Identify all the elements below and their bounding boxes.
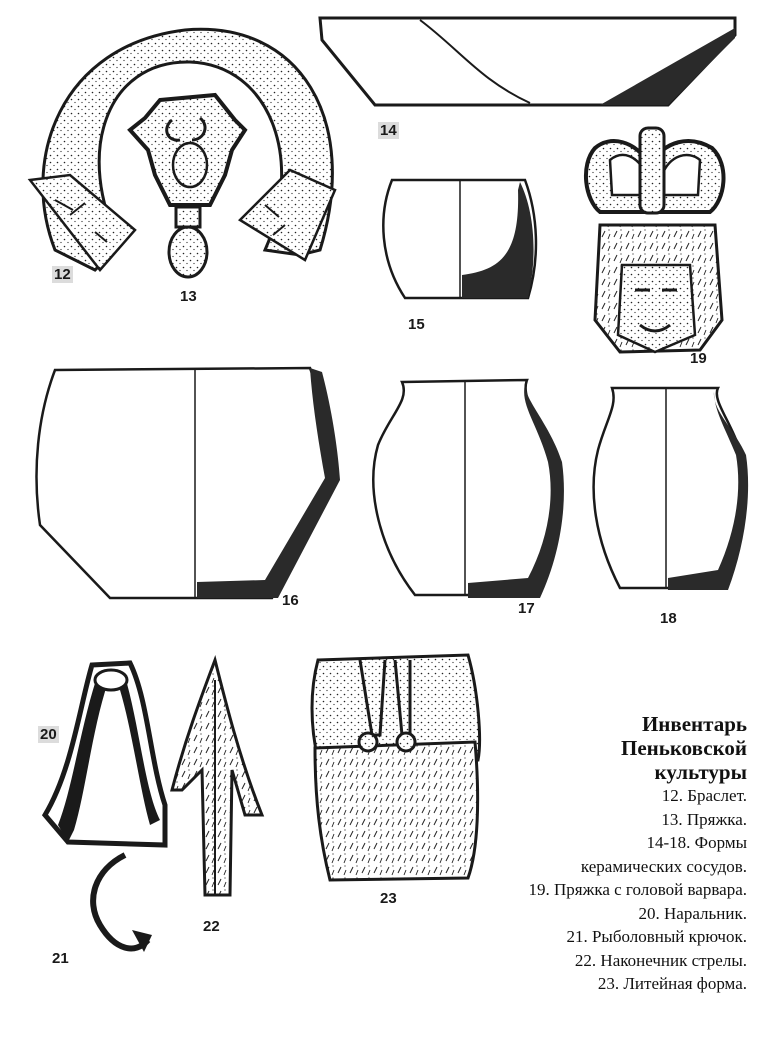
- pot-17-drawing: [373, 380, 564, 598]
- figure-number-15: 15: [408, 316, 425, 333]
- caption-line: 22. Наконечник стрелы.: [574, 950, 747, 970]
- figure-number-20: 20: [40, 726, 57, 743]
- figure-number-19: 19: [690, 350, 707, 367]
- caption-title-line-1: Инвентарь: [641, 712, 747, 736]
- caption-line: 21. Рыболовный крючок.: [566, 927, 747, 946]
- caption-line: 14-18. Формы: [646, 833, 747, 852]
- plate-caption: [427, 712, 747, 996]
- pot-15-drawing: [383, 180, 536, 298]
- caption-title-line-3: культуры: [654, 760, 747, 784]
- caption-line: 12. Браслет.: [661, 786, 747, 805]
- pot-18-drawing: [594, 388, 749, 590]
- dish-drawing: [320, 18, 735, 105]
- caption-line: 20. Наральник.: [638, 903, 747, 923]
- caption-line: 19. Пряжка с головой варвара.: [528, 880, 747, 899]
- fishing-hook-drawing: [93, 855, 152, 952]
- caption-line: 23. Литейная форма.: [597, 974, 747, 993]
- caption-title-line-2: Пеньковской: [621, 736, 747, 760]
- figure-number-21: 21: [52, 950, 69, 967]
- figure-number-23: 23: [380, 890, 397, 907]
- buckle-drawing: [130, 95, 245, 277]
- caption-line: 13. Пряжка.: [661, 809, 747, 829]
- barbarian-buckle-drawing: [586, 128, 724, 352]
- figure-number-22: 22: [203, 918, 220, 935]
- caption-line: керамических сосудов.: [580, 856, 747, 876]
- figure-number-17: 17: [518, 600, 535, 617]
- figure-number-18: 18: [660, 610, 677, 627]
- arrowhead-drawing: [172, 660, 262, 895]
- figure-number-14: 14: [380, 122, 397, 139]
- ploughshare-drawing: [45, 663, 165, 845]
- figure-number-12: 12: [54, 266, 71, 283]
- figure-number-13: 13: [180, 288, 197, 305]
- pot-16-drawing: [36, 368, 340, 598]
- figure-number-16: 16: [282, 592, 299, 609]
